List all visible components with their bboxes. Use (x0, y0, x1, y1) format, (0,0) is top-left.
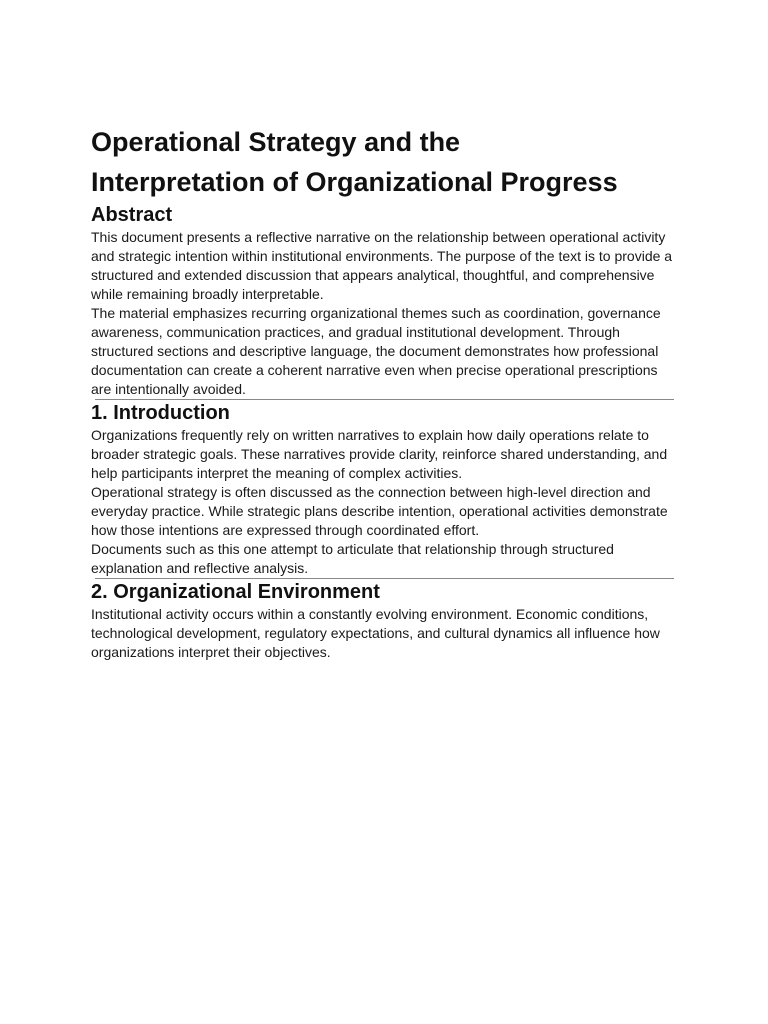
environment-paragraph-1: Institutional activity occurs within a constantly evolving environment. Economic conditions, technological development, regulatory expectations, and cultural dynamics all influence how organizations interpret their objectives. (91, 606, 660, 660)
document-title-line-1: Operational Strategy and the (91, 127, 461, 157)
abstract-heading: Abstract (91, 204, 173, 226)
document-title (91, 122, 681, 202)
abstract-paragraph-2: The material emphasizes recurring organizational themes such as coordination, governance awareness, communication practices, and gradual institutional development. Through structured sections and descriptive language, the document demonstrates how professional documentation can create a coherent narrative even when precise operational prescriptions are intentionally avoided. (91, 305, 661, 397)
introduction-paragraph-3: Documents such as this one attempt to articulate that relationship through structured explanation and reflective analysis. (91, 541, 614, 576)
introduction-paragraph-1: Organizations frequently rely on written narratives to explain how daily operations relate to broader strategic goals. These narratives provide clarity, reinforce shared understanding, and help participants interpret the meaning of complex activities. (91, 427, 668, 481)
introduction-paragraph-2: Operational strategy is often discussed as the connection between high-level direction and everyday practice. While strategic plans describe intention, operational activities demonstrate how those intentions are expressed through coordinated effort. (91, 484, 668, 538)
abstract-paragraph-1: This document presents a reflective narrative on the relationship between operational activity and strategic intention within institutional environments. The purpose of the text is to provide a structured and extended discussion that appears analytical, thoughtful, and comprehensive while remaining broadly interpretable. (91, 229, 673, 302)
document-body (91, 122, 681, 662)
environment-heading: 2. Organizational Environment (91, 581, 380, 603)
introduction-heading: 1. Introduction (91, 402, 230, 424)
document-title-line-2: Interpretation of Organizational Progress (91, 167, 618, 197)
